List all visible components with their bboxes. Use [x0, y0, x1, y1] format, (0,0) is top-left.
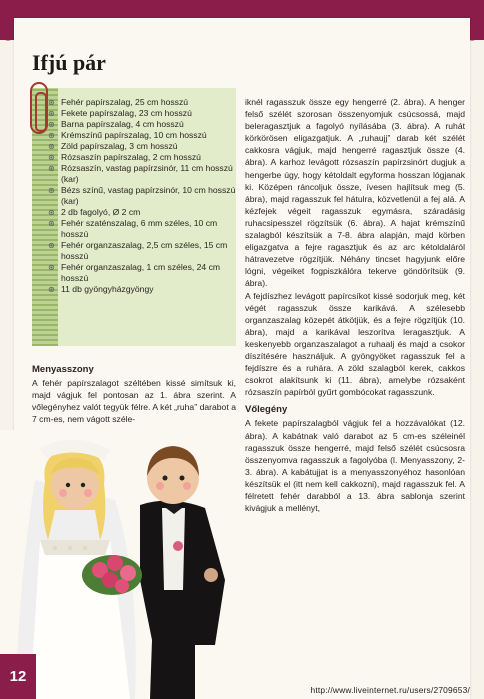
list-item: ⊛ 11 db gyöngyházgyöngy: [48, 284, 236, 295]
list-item: ⊛ Fehér organzaszalag, 1 cm széles, 24 cm hosszú: [48, 262, 236, 284]
section-heading-bride: Menyasszony: [32, 364, 94, 375]
list-item: ⊛ Rózsaszín, vastag papírzsinór, 11 cm hosszú (kar): [48, 163, 236, 185]
list-item: ⊛ Rózsaszín papírszalag, 2 cm hosszú: [48, 152, 236, 163]
list-item: ⊛ Fehér papírszalag, 25 cm hosszú: [48, 97, 236, 108]
paragraph: A fehér papírszalagot széltében kissé simítsuk ki, majd vágjuk fel pontosan az 1. ábra szerint. A vőlegényhez valót tegyük félre. A két „ruha” darabot a 7 cm-es, nem vágott széle-: [32, 378, 236, 425]
couple-dolls-photo: [0, 430, 240, 699]
list-item: ⊛ Fekete papírszalag, 23 cm hosszú: [48, 108, 236, 119]
page-title: Ifjú pár: [32, 50, 106, 75]
list-item: ⊛ Krémszínű papírszalag, 10 cm hosszú: [48, 130, 236, 141]
list-item: ⊛ 2 db fagolyó, Ø 2 cm: [48, 207, 236, 218]
paragraph: iknél ragasszuk össze egy hengerré (2. ábra). A henger felső szélét szorosan összenyomjuk csúcsossá, majd beleragasztjuk a fagolyó nyílásába (3. ábra). A ruhát körkörösen eligazgatjuk. A „ruhaujj” darab két szélét cakkosra vágjuk, majd hengerré ragasztjuk össze (4. ábra). A karhoz levágott rózsaszín papírzsinórt dugjuk a hengerbe úgy, hogy kétoldalt egyforma hosszan lógjanak ki. Középen ráncoljuk össze, ívesen hajlítsuk meg (5. ábra), majd ragasszuk fel hátulra, közvetlenül a fej alá. A kézfejek végeit ragasszuk egymásra, száradásig ruhacsipesszel rögzítsük (6. ábra). A hajat krémszínű szalagból készítsük a 7-8. ábra alapján, majd körben eligazgatva a fejre ragasztjuk és az arc kétoldaláról hátravezetve rögzítjük. Néhány tincset hagyjunk előre lógni, végeiket fogpiszkálóra tekerve göndörítsük (9. ábra).: [245, 97, 465, 289]
watermark-url: http://www.liveinternet.ru/users/2709653/: [310, 685, 470, 695]
list-item: ⊛ Bézs színű, vastag papírzsinór, 10 cm hosszú (kar): [48, 185, 236, 207]
list-item: ⊛ Zöld papírszalag, 3 cm hosszú: [48, 141, 236, 152]
right-text-column: [245, 96, 465, 514]
list-item: ⊛ Barna papírszalag, 4 cm hosszú: [48, 119, 236, 130]
left-text-column: [32, 364, 236, 425]
page-number: 12: [0, 654, 36, 699]
couple-dolls-illustration: [0, 430, 240, 699]
paragraph: A fejdíszhez levágott papírcsíkot kissé sodorjuk meg, két végét ragasszuk össze karikává. A szélesebb organzaszalag közepét átkötjük, és a fejre rögzítjük (10. ábra), majd a karikával leszorítva leragasztjuk. A keskenyebb organzaszalagot a ruhaalj és majd a csokor díszítésére használjuk. A gyöngyöket ragasszuk fel a fejdíszre és a ruhára. A zöld szalagból kerek, cakkos csokrot alakítsunk ki (11. ábra), amelybe rózsaként rózsaszín papírból gyűrt gombócokat ragasszunk.: [245, 290, 465, 398]
list-item: ⊛ Fehér szaténszalag, 6 mm széles, 10 cm hosszú: [48, 218, 236, 240]
section-heading-groom: Vőlegény: [245, 404, 288, 416]
list-item: ⊛ Fehér organzaszalag, 2,5 cm széles, 15 cm hosszú: [48, 240, 236, 262]
materials-list: [48, 97, 236, 295]
paperclip-icon: [30, 82, 48, 134]
paragraph: A fekete papírszalagból vágjuk fel a hozzávalókat (12. ábra). A kabátnak való darabot az 5 cm-es széleinél ragasszuk össze hengerré, majd felső szélét csúcsosra összenyomva ragasszuk a fagolyóba (l. Menyasszony, 2-3. ábra). A kabátujjat is a menyasszonyéhoz hasonlóan készítsük el (itt nem kell cakkozni), majd ragasszuk fel. A félretett fehér darabból a 13. ábra sablonja szerint kivágjuk a mellényt,: [245, 418, 465, 514]
